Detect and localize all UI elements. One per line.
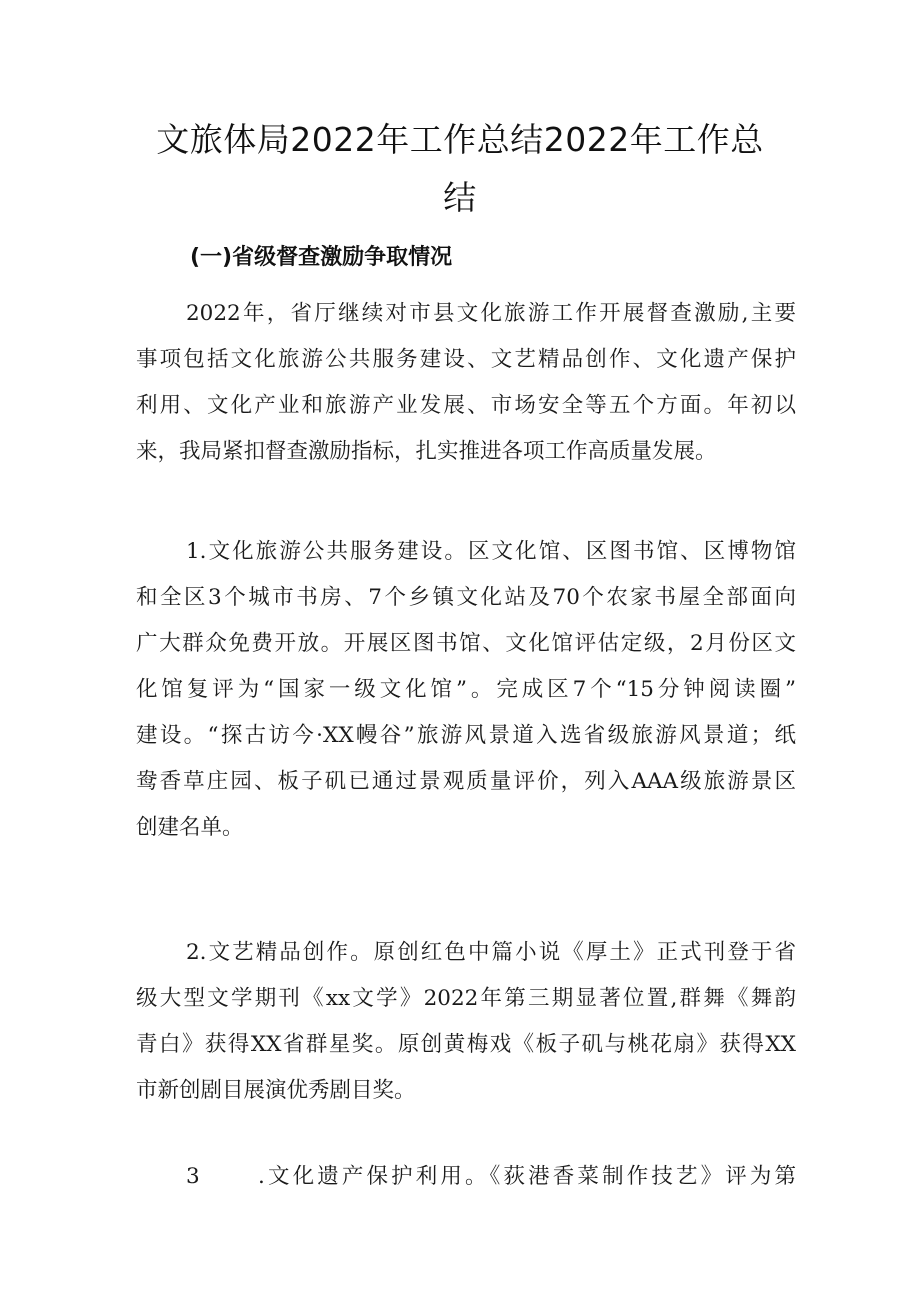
paragraph-supervision-overview (136, 291, 796, 475)
paragraph-heritage (136, 1154, 796, 1200)
paragraph-line: 级大型文学期刊《xx文学》2022年第三期显著位置,群舞《舞韵 (136, 986, 796, 1011)
item-number: 3 (186, 1164, 200, 1189)
paragraph-line: 创建名单。 (136, 815, 244, 840)
document-title-line-2: 结 (443, 178, 477, 217)
section-heading: (一)省级督查激励争取情况 (190, 245, 453, 270)
paragraph-line: 利用、文化产业和旅游产业发展、市场安全等五个方面。年初以 (136, 393, 796, 418)
paragraph-line: 鸯香草庄园、板子矶已通过景观质量评价，列入AAA级旅游景区 (136, 769, 796, 794)
paragraph-public-service (136, 529, 796, 851)
paragraph-line (136, 1154, 796, 1200)
document-title-line-1: 文旅体局2022年工作总结2022年工作总 (156, 120, 764, 159)
paragraph-line: 来，我局紧扣督查激励指标，扎实推进各项工作高质量发展。 (136, 439, 717, 464)
paragraph-line: 广大群众免费开放。开展区图书馆、文化馆评估定级，2月份区文 (136, 631, 796, 656)
paragraph-line: 和全区3个城市书房、7个乡镇文化站及70个农家书屋全部面向 (136, 585, 796, 610)
paragraph-line: 市新创剧目展演优秀剧目奖。 (136, 1078, 416, 1103)
paragraph-line: 1.文化旅游公共服务建设。区文化馆、区图书馆、区博物馆 (186, 539, 796, 564)
paragraph-line: 2.文艺精品创作。原创红色中篇小说《厚土》正式刊登于省 (186, 940, 796, 965)
paragraph-line: 青白》获得XX省群星奖。原创黄梅戏《板子矶与桃花扇》获得XX (136, 1032, 796, 1057)
paragraph-line: 2022年，省厅继续对市县文化旅游工作开展督查激励,主要 (186, 301, 796, 326)
paragraph-art-creation (136, 930, 796, 1114)
paragraph-line: 建设。“探古访今·XX幔谷”旅游风景道入选省级旅游风景道；纸 (136, 723, 796, 748)
item-text: .文化遗产保护利用。《荻港香菜制作技艺》评为第 (258, 1164, 796, 1189)
paragraph-line: 事项包括文化旅游公共服务建设、文艺精品创作、文化遗产保护 (136, 347, 796, 372)
paragraph-line: 化馆复评为“国家一级文化馆”。完成区7个“15分钟阅读圈” (136, 677, 796, 702)
